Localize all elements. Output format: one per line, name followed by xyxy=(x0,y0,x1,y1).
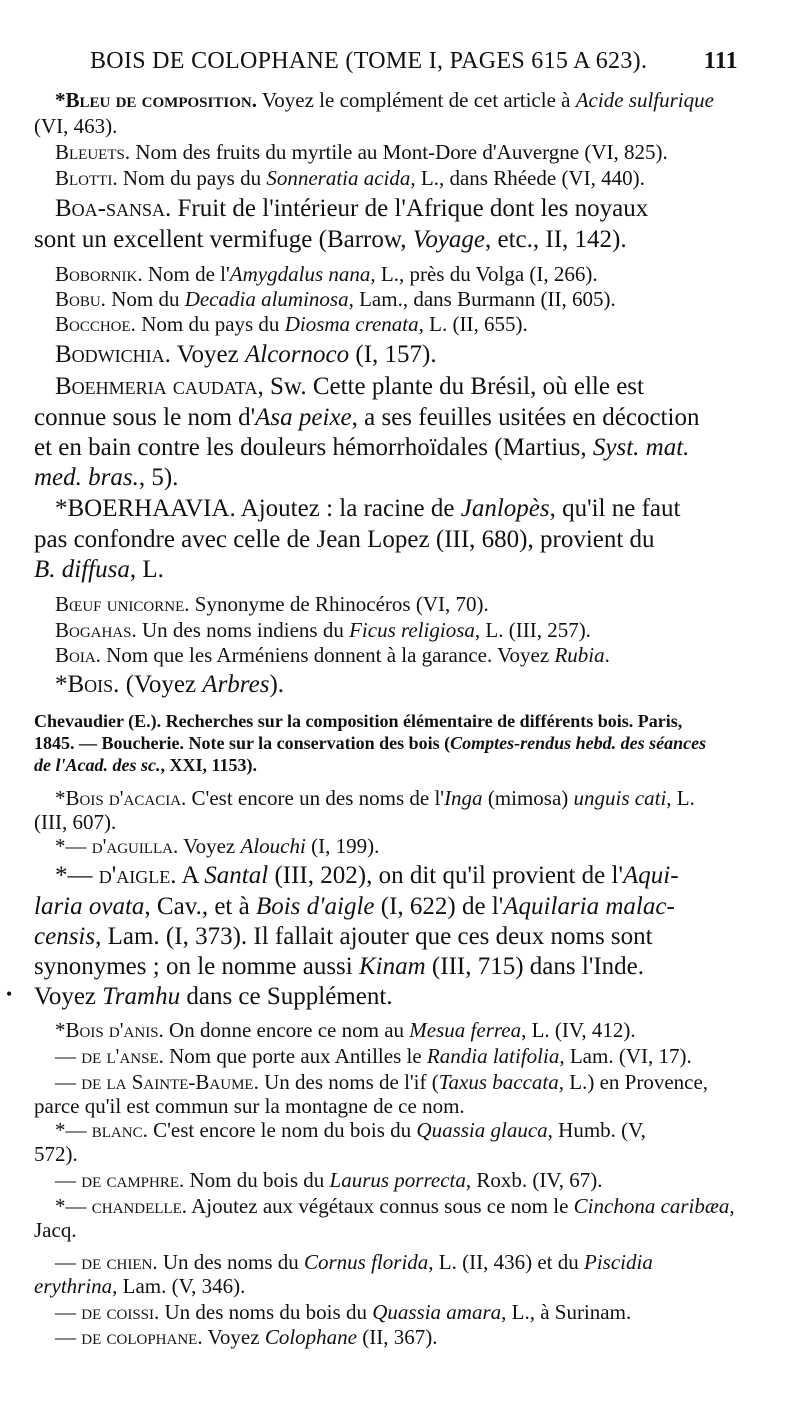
entry-de-camphre: — de camphre. Nom du bois du Laurus porrecta, Roxb. (IV, 67). xyxy=(55,1168,603,1192)
entry-bois-d-anis: *Bois d'anis. On donne encore ce nom au Mesua ferrea, L. (IV, 412). xyxy=(55,1018,636,1042)
margin-mark: • xyxy=(6,984,13,1004)
entry-line: 572). xyxy=(34,1142,78,1166)
entry-blotti: Blotti. Nom du pays du Sonneratia acida, L., dans Rhéede (VI, 440). xyxy=(55,166,645,190)
entry-line: pas confondre avec celle de Jean Lopez (III, 680), provient du xyxy=(34,526,655,553)
entry-boerhaavia: *BOERHAAVIA. Ajoutez : la racine de Janlopès, qu'il ne faut xyxy=(55,495,681,522)
entry-line: med. bras., 5). xyxy=(34,464,179,491)
entry-de-coissi: — de coissi. Un des noms du bois du Quassia amara, L., à Surinam. xyxy=(55,1300,632,1324)
entry-bobornik: Bobornik. Nom de l'Amygdalus nana, L., près du Volga (I, 266). xyxy=(55,262,598,286)
entry-line: parce qu'il est commun sur la montagne de ce nom. xyxy=(34,1094,465,1118)
entry-line: connue sous le nom d'Asa peixe, a ses feuilles usitées en décoction xyxy=(34,404,700,431)
entry-de-la-sainte-baume: — de la Sainte-Baume. Un des noms de l'if (Taxus baccata, L.) en Provence, xyxy=(55,1070,709,1094)
bibliography-line: 1845. — Boucherie. Note sur la conservation des bois (Comptes-rendus hebd. des séances xyxy=(34,733,707,753)
entry-bois-d-acacia: *Bois d'acacia. C'est encore un des noms de l'Inga (mimosa) unguis cati, L. xyxy=(55,786,695,810)
entry-chandelle: *— chandelle. Ajoutez aux végétaux connus sous ce nom le Cinchona caribæa, xyxy=(55,1194,735,1218)
entry-line: synonymes ; on le nomme aussi Kinam (III, 715) dans l'Inde. xyxy=(34,953,644,980)
entry-boehmeria: Boehmeria caudata, Sw. Cette plante du Brésil, où elle est xyxy=(55,373,644,400)
entry-line: sont un excellent vermifuge (Barrow, Voyage, etc., II, 142). xyxy=(34,226,627,253)
entry-line: (VI, 463). xyxy=(34,114,118,138)
entry-boia: Boia. Nom que les Arméniens donnent à la garance. Voyez Rubia. xyxy=(55,643,610,667)
page-number: 111 xyxy=(703,48,738,74)
entry-boa-sansa: Boa-sansa. Fruit de l'intérieur de l'Afrique dont les noyaux xyxy=(55,195,649,222)
entry-line: Voyez Tramhu dans ce Supplément. xyxy=(34,983,393,1010)
entry-line: B. diffusa, L. xyxy=(34,556,164,583)
bibliography-line: Chevaudier (E.). Recherches sur la composition élémentaire de différents bois. Paris, xyxy=(34,711,683,731)
entry-bois: *Bois. (Voyez Arbres). xyxy=(55,671,285,698)
entry-de-colophane: — de colophane. Voyez Colophane (II, 367). xyxy=(55,1325,438,1349)
entry-line: Jacq. xyxy=(34,1218,77,1242)
entry-d-aigle: *— d'aigle. A Santal (III, 202), on dit qu'il provient de l'Aqui- xyxy=(55,862,679,889)
entry-line: censis, Lam. (I, 373). Il fallait ajouter que ces deux noms sont xyxy=(34,923,653,950)
entry-de-l-anse: — de l'anse. Nom que porte aux Antilles le Randia latifolia, Lam. (VI, 17). xyxy=(55,1044,692,1068)
entry-d-aguilla: *— d'aguilla. Voyez Alouchi (I, 199). xyxy=(55,834,380,858)
entry-de-chien: — de chien. Un des noms du Cornus florida, L. (II, 436) et du Piscidia xyxy=(55,1250,653,1274)
entry-line: et en bain contre les douleurs hémorrhoïdales (Martius, Syst. mat. xyxy=(34,434,690,461)
entry-blanc: *— blanc. C'est encore le nom du bois du Quassia glauca, Humb. (V, xyxy=(55,1118,646,1142)
entry-boeuf-unicorne: Bœuf unicorne. Synonyme de Rhinocéros (VI, 70). xyxy=(55,592,489,616)
entry-bleu-de-composition: *Bleu de composition. Voyez le complément de cet article à Acide sulfurique xyxy=(55,88,714,112)
entry-bobu: Bobu. Nom du Decadia aluminosa, Lam., dans Burmann (II, 605). xyxy=(55,287,616,311)
entry-bleuets: Bleuets. Nom des fruits du myrtile au Mont-Dore d'Auvergne (VI, 825). xyxy=(55,140,668,164)
entry-bogahas: Bogahas. Un des noms indiens du Ficus religiosa, L. (III, 257). xyxy=(55,618,591,642)
running-title: BOIS DE COLOPHANE (TOME I, PAGES 615 A 623). xyxy=(90,48,648,74)
entry-line: (III, 607). xyxy=(34,810,117,834)
entry-bocchoe: Bocchoe. Nom du pays du Diosma crenata, L. (II, 655). xyxy=(55,312,528,336)
bibliography-line: de l'Acad. des sc., XXI, 1153). xyxy=(34,755,257,775)
entry-line: erythrina, Lam. (V, 346). xyxy=(34,1274,246,1298)
entry-line: laria ovata, Cav., et à Bois d'aigle (I, 622) de l'Aquilaria malac- xyxy=(34,893,675,920)
entry-bodwichia: Bodwichia. Voyez Alcornoco (I, 157). xyxy=(55,341,437,368)
